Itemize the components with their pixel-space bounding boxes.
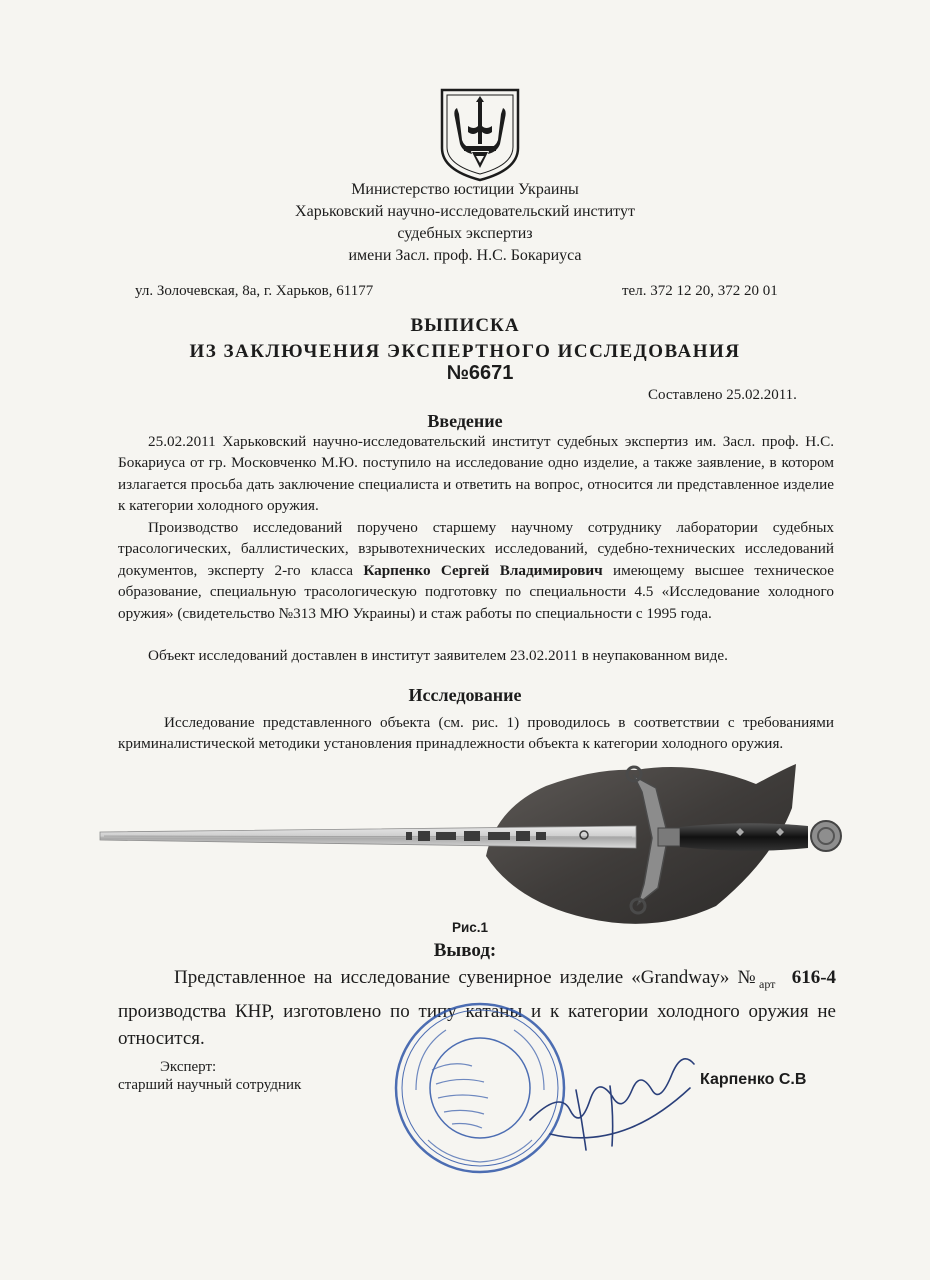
expert-full-name: Карпенко Сергей Владимирович: [363, 561, 603, 579]
conclusion-heading: Вывод:: [433, 940, 497, 961]
sword-photo: [96, 756, 866, 946]
sword-grip: [680, 823, 808, 851]
address: ул. Золочевская, 8а, г. Харьков, 61177: [135, 283, 374, 299]
document-title: ВЫПИСКА: [410, 315, 520, 336]
intro-paragraph-3: Объект исследований доставлен в институт заявителем 23.02.2011 в неупакованном виде.: [148, 647, 728, 664]
document-subtitle: ИЗ ЗАКЛЮЧЕНИЯ ЭКСПЕРТНОГО ИССЛЕДОВАНИЯ: [189, 341, 741, 362]
conclusion-text-end: производства КНР, изготовлено по типу катаны и к категории холодного оружия не относится.: [118, 1000, 836, 1049]
figure-caption: Рис.1: [452, 920, 489, 935]
institute-name-line2: судебных экспертиз: [397, 225, 533, 242]
coat-of-arms-icon: [438, 86, 522, 182]
intro-p2-start: Производство исследований поручено старшему научному сотруднику лаборатории судебных трасологических, баллистических, взрывотехнических исследований, судебно-технических исследований документов, эксперту 2-го класса: [118, 519, 834, 579]
phone: тел. 372 12 20, 372 20 01: [622, 283, 778, 299]
intro-paragraph-2: [118, 517, 834, 624]
signature: [520, 1050, 710, 1160]
expert-name: Карпенко С.В: [700, 1071, 807, 1088]
intro-p2-end: имеющему высшее техническое образование, специальную трасологическую подготовку по специальности 4.5 «Исследование холодного оружия» (свидетельство №313 МЮ Украины) и стаж работы по специальности с 1995 года.: [118, 561, 834, 622]
article-number: 616-4: [791, 967, 837, 988]
intro-heading: Введение: [427, 411, 503, 431]
research-heading: Исследование: [408, 685, 522, 705]
institute-name-line3: имени Засл. проф. Н.С. Бокариуса: [348, 247, 582, 264]
institute-name-line1: Харьковский научно-исследовательский институт: [295, 203, 635, 220]
article-subscript: арт: [759, 976, 776, 991]
expert-label: Эксперт:: [160, 1059, 217, 1075]
intro-paragraph-1: 25.02.2011 Харьковский научно-исследовательский институт судебных экспертиз им. Засл. проф. Н.С. Бокариуса от гр. Московченко М.Ю. поступило на исследование одно изделие, а также заявление, в котором излагается просьба дать заключение специалиста и ответить на вопрос, относится ли представленное изделие к категории холодного оружия.: [118, 433, 834, 515]
document-number: №6671: [446, 362, 514, 384]
research-paragraph: Исследование представленного объекта (см. рис. 1) проводилось в соответствии с требованиями криминалистической методики установления принадлежности объекта к категории холодного оружия.: [118, 714, 834, 753]
conclusion-text-start: Представленное на исследование сувенирное изделие «Grandway» №: [174, 967, 760, 988]
composed-date: Составлено 25.02.2011.: [648, 387, 797, 403]
sword-pommel: [811, 821, 841, 851]
expert-role: старший научный сотрудник: [118, 1077, 302, 1093]
ministry-name: Министерство юстиции Украины: [351, 181, 579, 198]
